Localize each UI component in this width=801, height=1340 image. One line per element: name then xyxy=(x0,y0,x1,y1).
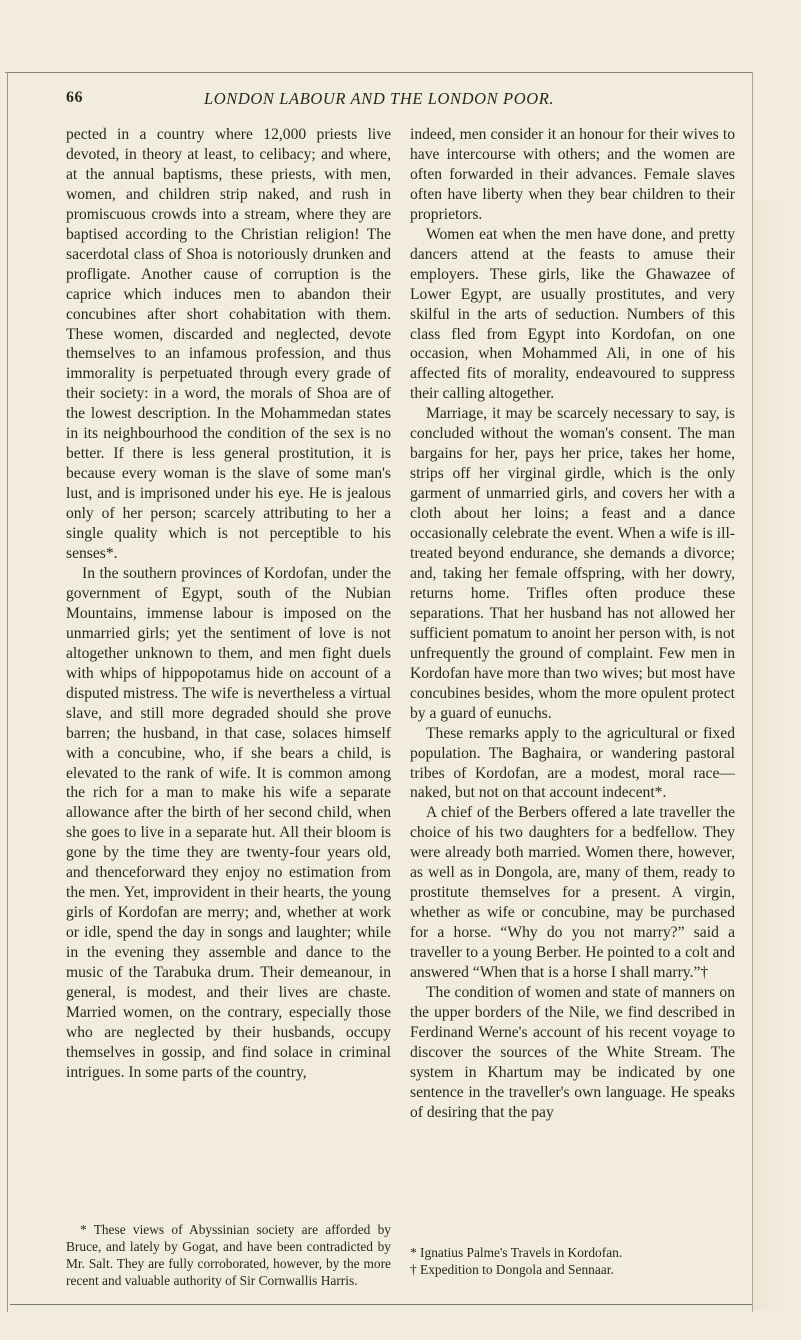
right-column xyxy=(410,125,735,1123)
right-border-rule xyxy=(752,72,753,1312)
running-title: LONDON LABOUR AND THE LONDON POOR. xyxy=(204,89,555,108)
page-number: 66 xyxy=(66,89,83,106)
right-paragraph: indeed, men consider it an honour for their wives to have intercourse with others; and the women are often forwarded in their advances. Female slaves often have liberty when they bear children to their proprietors. xyxy=(410,126,735,223)
right-paragraph: The condition of women and state of manners on the upper borders of the Nile, we find described in Ferdinand Werne's account of his recent voyage to discover the sources of the White Stream. The system in Khartum may be indicated by one sentence in the traveller's own language. He speaks of desiring that the pay xyxy=(410,983,735,1121)
right-paragraph: Women eat when the men have done, and pretty dancers attend at the feasts to amuse their employers. These girls, like the Ghawazee of Lower Egypt, are usually prostitutes, and very skilful in the arts of seduction. Numbers of this class fled from Egypt into Kordofan, on one occasion, when Mohammed Ali, in one of his affected fits of morality, endeavoured to suppress their calling altogether. xyxy=(410,225,735,403)
left-border-rule xyxy=(7,72,8,1312)
left-paragraph: In the southern provinces of Kordofan, under the government of Egypt, south of the Nubian Mountains, immense labour is imposed on the unmarried girls; yet the sentiment of love is not altogether unknown to them, and men fight duels with whips of hippopotamus hide on account of a disputed mistress. The wife is nevertheless a virtual slave, and still more degraded should she prove barren; the husband, in that case, solaces himself with a concubine, who, if she bears a child, is elevated to the rank of wife. It is common among the rich for a man to make his wife a separate allowance after the birth of her second child, when she goes to live in a separate hut. All their bloom is gone by the time they are twenty-four years old, and thenceforward they enjoy no estimation from the men. Yet, improvident in their hearts, the young girls of Kordofan are merry; and, whether at work or idle, spend the day in songs and laughter; while in the evening they assemble and dance to the music of the Tarabuka drum. Their demeanour, in general, is modest, and their lives are chaste. Married women, on the contrary, especially those who are neglected by their husbands, occupy themselves in gossip, and find solace in criminal intrigues. In some parts of the country, xyxy=(66,564,391,1081)
top-border-rule xyxy=(5,72,753,73)
page-edge-shadow xyxy=(752,200,801,1310)
left-paragraph: pected in a country where 12,000 priests live devoted, in theory at least, to celibacy; and where, at the annual baptisms, these priests, with men, women, and children strip naked, and rush in promiscuous crowds into a stream, where they are baptised according to the Christian religion! The sacerdotal class of Shoa is notoriously drunken and profligate. Another cause of corruption is the caprice which induces men to abandon their concubines after short cohabitation with them. These women, discarded and neglected, devote themselves to an infamous profession, and thus immorality is perpetuated through every grade of their society: in a word, the morals of Shoa are of the lowest description. In the Mohammedan states in its neighbourhood the condition of the sex is no better. If there is less general prostitution, it is because every woman is the slave of some man's lust, and is imprisoned under his eye. He is jealous only of her person; scarcely attributing to her a single quality which is not perceptible to his senses*. xyxy=(66,126,391,563)
right-footnotes xyxy=(410,1244,735,1278)
left-column xyxy=(66,125,391,1083)
footnote-text: † Expedition to Dongola and Sennaar. xyxy=(410,1262,614,1277)
left-footnote xyxy=(66,1221,391,1289)
footnote-text: * Ignatius Palme's Travels in Kordofan. xyxy=(410,1245,623,1260)
bottom-border-rule xyxy=(10,1304,752,1305)
right-paragraph: Marriage, it may be scarcely necessary to say, is concluded without the woman's consent. The man bargains for her, pays her price, takes her home, strips off her virginal girdle, which is the only garment of unmarried girls, and covers her with a cloth about her loins; a feast and a dance occasionally celebrate the event. When a wife is ill-treated beyond endurance, she demands a divorce; and, taking her female offspring, with her dowry, returns home. Trifles often produce these separations. That her husband has not allowed her sufficient pomatum to anoint her person with, is not unfrequently the ground of complaint. Few men in Kordofan have more than two wives; but most have concubines besides, whom the more opulent protect by a guard of eunuchs. xyxy=(410,405,735,722)
page-header xyxy=(66,89,756,113)
right-paragraph: A chief of the Berbers offered a late traveller the choice of his two daughters for a bedfellow. They were already both married. Women there, however, as well as in Dongola, are, many of them, ready to prostitute themselves for a present. A virgin, whether as wife or concubine, may be purchased for a horse. “Why do you not marry?” said a traveller to a young Berber. He pointed to a colt and answered “When that is a horse I shall marry.”† xyxy=(410,804,735,982)
footnote-text: * These views of Abyssinian society are afforded by Bruce, and lately by Gogat, and have been contradicted by Mr. Salt. They are fully corroborated, however, by the more recent and valuable authority of Sir Cornwallis Harris. xyxy=(66,1222,391,1288)
right-paragraph: These remarks apply to the agricultural or fixed population. The Baghaira, or wandering pastoral tribes of Kordofan, are a modest, moral race—naked, but not on that account indecent*. xyxy=(410,724,735,802)
